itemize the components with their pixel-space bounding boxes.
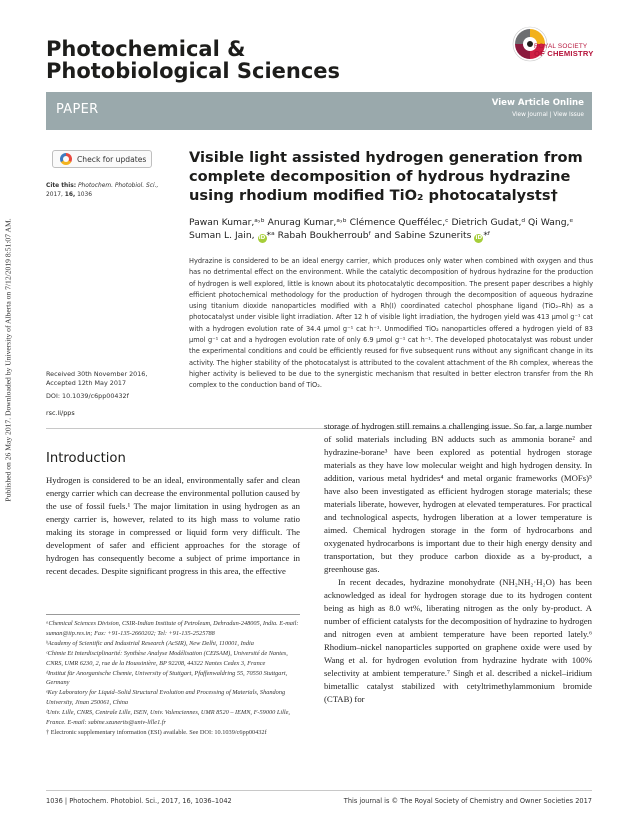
intro-paragraph-2: storage of hydrogen still remains a challenging issue. So far, a large number of solid materials including BN adducts such as ammonia borane² and hydrazine-borane³ have been explored as potential hydrogen storage materials as they have low molecular weight and high hydrogen density. In addition, various metal hydrides⁴ and metal organic frameworks (MOFs)⁵ have also been investigated as efficient hydrogen storage materials; these materials liberate, however, hydrogen at elevated temperatures. For practical and technological aspects, hydrogen liberation at a lower temperature is aimed. Chemical hydrogen storage in the form of hydrocarbons and oxygenated hydrocarbons is important due to their high energy density and transportation, but they produce carbon dioxide as a by-product, a greenhouse gas. — [324, 421, 592, 574]
author-jain[interactable]: Suman L. Jain, — [189, 230, 255, 242]
cite-label: Cite this: — [46, 183, 77, 189]
orcid-icon[interactable]: iD — [258, 235, 266, 242]
download-watermark-text: Published on 26 May 2017. Downloaded by University of Alberta on 7/12/2019 8:51:07 AM. — [3, 218, 13, 502]
accepted-date: Accepted 12th May 2017 — [46, 379, 127, 387]
intro-paragraph-3: In recent decades, hydrazine monohydrate (NH₂NH₂·H₂O) has been acknowledged as ideal for hydrogen storage due to its hydrogen content being as high as 8.0 wt%, liberating nitrogen as the only by-product. A number of efficient catalysts for the decomposition of hydrazine to hydrogen and nitrogen even at ambient temperature have been reported lately.⁶ Rhodium–nickel nanoparticles supported on graphene oxide were used by Wang et al. for hydrogen evolution from hydrazine hydrate with 100% selectivity at ambient temperature.⁷ Singh et al. described a nickel–iridium bimetallic catalyst stabilized with cetyltrimethylammonium bromide (CTAB) for — [324, 577, 592, 704]
cite-year: 2017, — [46, 192, 63, 198]
affiliation-footnotes — [46, 619, 300, 738]
footnote-divider — [46, 614, 300, 615]
authors-line2-rest: *ᵃ Rabah Boukherroubᶠ and Sabine Szunerits — [266, 230, 472, 242]
footnote-a: ᵃChemical Sciences Division, CSIR-Indian Institute of Petroleum, Dehradun-248005, India. E-mail: suman@iip.res.in; Fax: +91-135-2660202; Tel: +91-135-2525788 — [46, 620, 299, 637]
view-issue-link[interactable]: View Issue — [553, 112, 584, 118]
article-banner — [46, 92, 592, 130]
journal-title-line1: Photochemical & — [46, 37, 246, 61]
introduction-heading: Introduction — [46, 451, 126, 466]
view-article-online-link[interactable]: View Article Online — [491, 98, 584, 108]
cite-volume: 16, — [64, 192, 76, 198]
footnote-e: ᵉKey Laboratory for Liquid–Solid Structural Evolution and Processing of Materials, Shandong University, Jinan 250061, China — [46, 689, 286, 707]
journal-link[interactable]: rsc.li/pps — [46, 409, 75, 417]
cite-this — [46, 182, 176, 200]
view-links — [512, 112, 584, 118]
journal-title — [46, 38, 446, 82]
authors-line2-end: *ᶠ — [483, 230, 491, 242]
footnote-b: ᵇAcademy of Scientific and Industrial Research (AcSIR), New Delhi, 110001, India — [46, 639, 254, 647]
intro-paragraph-1: Hydrogen is considered to be an ideal, environmentally safer and clean energy carrier which can decrease the environmental pollution caused by the use of fossil fuels.¹ The major limitation in using hydrogen as an energy carrier is, however, related to its high mass to volume ratio making its storage in compressed or liquid form very difficult. The development of safer and efficient approaches for the storage of hydrogen has consequently become a subject of prime importance in recent decades. Despite significant progress in this area, the effective — [46, 475, 300, 576]
page-footer-citation: 1036 | Photochem. Photobiol. Sci., 2017, 16, 1036–1042 — [46, 797, 232, 805]
cite-pages: 1036 — [77, 192, 93, 198]
body-right-column — [324, 420, 592, 706]
footer-divider — [46, 790, 592, 791]
article-dates — [46, 370, 186, 388]
doi[interactable]: DOI: 10.1039/c6pp00432f — [46, 392, 129, 400]
journal-title-line2: Photobiological Sciences — [46, 59, 341, 83]
rsc-line1: ROYAL SOCIETY — [534, 43, 588, 50]
check-for-updates-button[interactable] — [52, 150, 152, 168]
article-title-line1: Visible light assisted hydrogen generation from — [189, 149, 583, 166]
footnote-d: ᵈInstitut für Anorganische Chemie, University of Stuttgart, Pfaffenwaldring 55, 70550 Stuttgart, Germany — [46, 669, 288, 687]
footnote-esi: † Electronic supplementary information (ESI) available. See DOI: 10.1039/c6pp00432f — [46, 728, 267, 736]
section-label: PAPER — [56, 102, 99, 117]
article-title-line3: using rhodium modified TiO₂ photocatalysts† — [189, 187, 558, 204]
crossmark-icon — [60, 153, 72, 165]
view-journal-link[interactable]: View Journal — [512, 112, 548, 118]
download-watermark — [2, 150, 14, 570]
author-list — [189, 216, 599, 243]
orcid-icon[interactable]: iD — [475, 235, 483, 242]
received-date: Received 30th November 2016, — [46, 370, 148, 378]
abstract: Hydrazine is considered to be an ideal energy carrier, which produces only water when combined with oxygen and thus has no detrimental effect on the environment. While the catalytic decomposition of hydrous hydrazine for the production of hydrogen is well explored, little is known about its photocatalytic decomposition. The present paper describes a highly efficient photochemical methodology for the production of hydrogen through the decomposition of aqueous hydrazine using titanium dioxide nanoparticles modified with a Rh(I) coordinated catechol phosphane ligand (TiO₂–Rh) as a photocatalyst under visible light irradiation. After 12 h of visible light irradiation, the hydrogen yield was 413 μmol g⁻¹ cat with a hydrogen evolution rate of 34.4 μmol g⁻¹ cat h⁻¹. Unmodified TiO₂ nanoparticles offered a hydrogen yield of 83 μmol g⁻¹ cat and a hydrogen evolution rate of only 6.9 μmol g⁻¹ cat h⁻¹. The developed photocatalyst was robust under the experimental conditions and could be efficiently reused for five subsequent runs without any significant change in its activity. The higher stability of the photocatalyst is attributed to the covalent attachment of the Rh complex, whereas the higher activity is believed to be due to the synergistic mechanism that resulted in better electron transfer from the Rh complex to the conduction band of TiO₂. — [189, 257, 593, 390]
link-separator: | — [549, 112, 552, 118]
footnote-f: ᶠUniv. Lille, CNRS, Centrale Lille, ISEN, Univ. Valenciennes, UMR 8520 – IEMN, F-59000 Lille, France. E-mail: sabine.szunerits@univ-lille1.fr — [46, 709, 290, 727]
authors-line1: Pawan Kumar,ᵃ˒ᵇ Anurag Kumar,ᵃ˒ᵇ Clémence Queffélec,ᶜ Dietrich Gudat,ᵈ Qi Wang,ᵉ — [189, 217, 574, 228]
rsc-line2: OF CHEMISTRY — [534, 49, 594, 58]
rsc-wordmark — [534, 43, 614, 57]
check-for-updates-label: Check for updates — [77, 154, 147, 164]
article-title-line2: complete decomposition of hydrous hydrazine — [189, 168, 571, 185]
authors-line2 — [189, 229, 599, 243]
cite-ref: Photochem. Photobiol. Sci., — [77, 183, 159, 189]
article-title — [189, 148, 599, 205]
footnote-c: ᶜChimie Et Interdisciplinarité: Synthèse Analyse Modélisation (CEISAM), Université de Nantes, CNRS, UMR 6230, 2, rue de la Houssinière, BP 92208, 44322 Nantes Cedex 3, France — [46, 649, 288, 667]
page-footer-copyright: This journal is © The Royal Society of Chemistry and Owner Societies 2017 — [343, 797, 592, 805]
body-left-column — [46, 474, 300, 578]
